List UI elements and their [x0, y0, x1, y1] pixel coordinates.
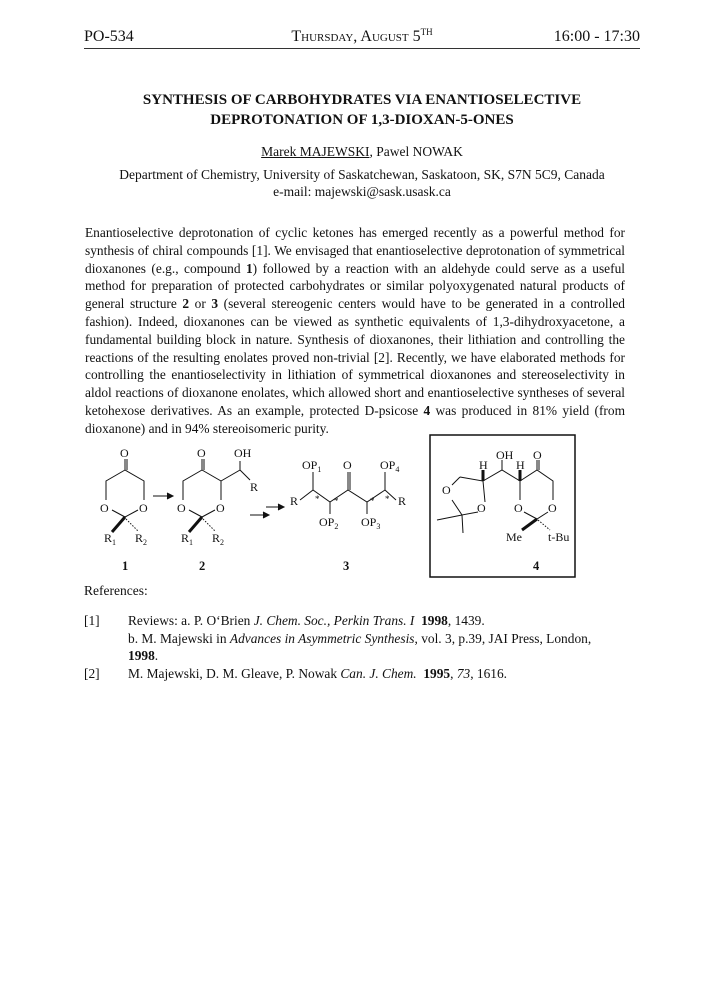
atom-label: $OP_3$: [361, 515, 381, 531]
poster-code: PO-534: [84, 28, 134, 45]
body-text: (several stereogenic centers would have to be generated in a controlled fashion). Indeed, dioxanones can be viewed as synthetic equivalents of 1,3-dihydroxyacetone, a fundamental building block in nature. Synthesis of dioxanones, their lithiation and controlling the reactions of the resulting enolates proved non-trivial [2]. Recently, we have elaborated methods for controlling the enantioselectivity in lithiation of symmetrical dioxanones and stereoselectivity in aldol reactions of dioxanone enolates, which allowed short and enantioselective syntheses of several ketohexose derivatives. As an example, protected D-psicose: [85, 296, 625, 418]
compound-ref: 1: [245, 260, 253, 276]
compound-ref: 2: [182, 296, 190, 312]
reference-item: [84, 612, 644, 665]
atom-label: $OP_4$: [380, 458, 400, 474]
reference-number: [2]: [84, 665, 100, 681]
stereocenter-mark: *: [370, 496, 375, 506]
atom-label: $OP_2$: [319, 515, 339, 531]
compound-number: 2: [199, 559, 206, 573]
compound-number: 1: [122, 559, 129, 573]
atom-label: O: [514, 501, 523, 515]
compound-number: 3: [343, 559, 350, 573]
author-separator: ,: [369, 144, 377, 159]
atom-label: R: [250, 480, 259, 494]
body-text: Enantioselective deprotonation of cyclic ketones has emerged recently as a powerful method for synthesis of chiral compounds [1]. We envisaged that enantioselective deprotonation of symmetrical dioxanones (e.g., compound: [85, 225, 625, 276]
atom-label: H: [516, 458, 525, 472]
atom-label: OH: [234, 446, 252, 460]
ref-book: Advances in Asymmetric Synthesis: [229, 630, 415, 646]
atom-label: H: [479, 458, 488, 472]
references-heading: References:: [84, 583, 148, 598]
atom-label: O: [343, 458, 352, 472]
atom-label: R: [290, 494, 299, 508]
title-line: SYNTHESIS OF CARBOHYDRATES VIA ENANTIOSELECTIVE: [142, 92, 582, 108]
day-text: Thursday, August 5: [291, 28, 421, 45]
atom-label: $R_1$: [104, 531, 117, 547]
arrow: [153, 493, 173, 499]
department: Department of Chemistry, University of Saskatchewan, Saskatoon, SK, S7N 5C9, Canada: [119, 167, 605, 182]
ref-year: 1995: [423, 665, 451, 681]
ref-year: 1998: [421, 613, 448, 628]
atom-label: O: [120, 446, 129, 460]
ref-journal: J. Chem. Soc., Perkin Trans. I: [253, 613, 415, 628]
compound-3-structure: [290, 458, 406, 573]
atom-label: O: [477, 501, 486, 515]
atom-label: $R_2$: [135, 531, 148, 547]
body-text: ) followed by a reaction with an aldehyde could serve as a useful method for preparation of protected carbohydrates or similar polyoxygenated natural products of general structure: [85, 260, 625, 312]
atom-label: O: [548, 501, 557, 515]
atom-label: O: [197, 446, 206, 460]
ref-year: 1998: [128, 648, 155, 663]
atom-label: O: [139, 501, 148, 515]
compound-1-structure: [100, 446, 148, 573]
references-list: [84, 612, 644, 682]
stereocenter-mark: *: [334, 496, 339, 506]
atom-label: $R_2$: [212, 531, 225, 547]
reference-number: [1]: [84, 613, 100, 628]
body-text: or: [189, 296, 212, 312]
compound-4-box: [430, 435, 575, 577]
day-suffix: TH: [420, 27, 433, 37]
compound-number: 4: [533, 559, 540, 573]
atom-label: O: [177, 501, 186, 515]
ref-text: Reviews: a. P. O‘Brien: [128, 613, 254, 628]
ref-text: , 1616.: [470, 665, 508, 681]
atom-label: $OP_1$: [302, 458, 322, 474]
atom-label: O: [442, 483, 451, 497]
atom-label: t-Bu: [548, 530, 570, 544]
atom-label: O: [100, 501, 109, 515]
title-line: DEPROTONATION OF 1,3-DIOXAN-5-ONES: [210, 112, 514, 128]
atom-label: O: [533, 448, 542, 462]
atom-label: OH: [496, 448, 514, 462]
double-arrow: [250, 504, 284, 518]
email: e-mail: majewski@sask.usask.ca: [273, 184, 451, 199]
ref-text: .: [154, 648, 159, 663]
body-text: was produced in 81% yield (from dioxanone) and in 94% stereoisomeric purity.: [85, 402, 625, 436]
ref-text: , 1439.: [447, 613, 485, 628]
ref-text: b. M. Majewski in: [128, 630, 230, 646]
compound-ref: 4: [423, 402, 431, 418]
atom-label: $R_1$: [181, 531, 194, 547]
stereocenter-mark: *: [385, 494, 390, 504]
presenting-author: Marek MAJEWSKI: [261, 144, 370, 159]
reference-item: [2] M. Majewski, D. M. Gleave, P. Nowak Can. J. Chem. 1995, 73, 1616.: [84, 665, 508, 681]
ref-volume: 73: [456, 665, 471, 681]
coauthor: Pawel NOWAK: [376, 144, 463, 159]
stereocenter-mark: *: [315, 494, 320, 504]
atom-label: O: [216, 501, 225, 515]
ref-text: M. Majewski, D. M. Gleave, P. Nowak: [128, 665, 341, 681]
atom-label: R: [398, 494, 407, 508]
compound-2-structure: [177, 446, 258, 573]
ref-text: , vol. 3, p.39, JAI Press, London,: [414, 630, 592, 646]
session-time: 16:00 - 17:30: [553, 28, 640, 45]
compound-ref: 3: [211, 296, 219, 312]
ref-journal: Can. J. Chem.: [340, 665, 417, 681]
atom-label: Me: [506, 530, 522, 544]
